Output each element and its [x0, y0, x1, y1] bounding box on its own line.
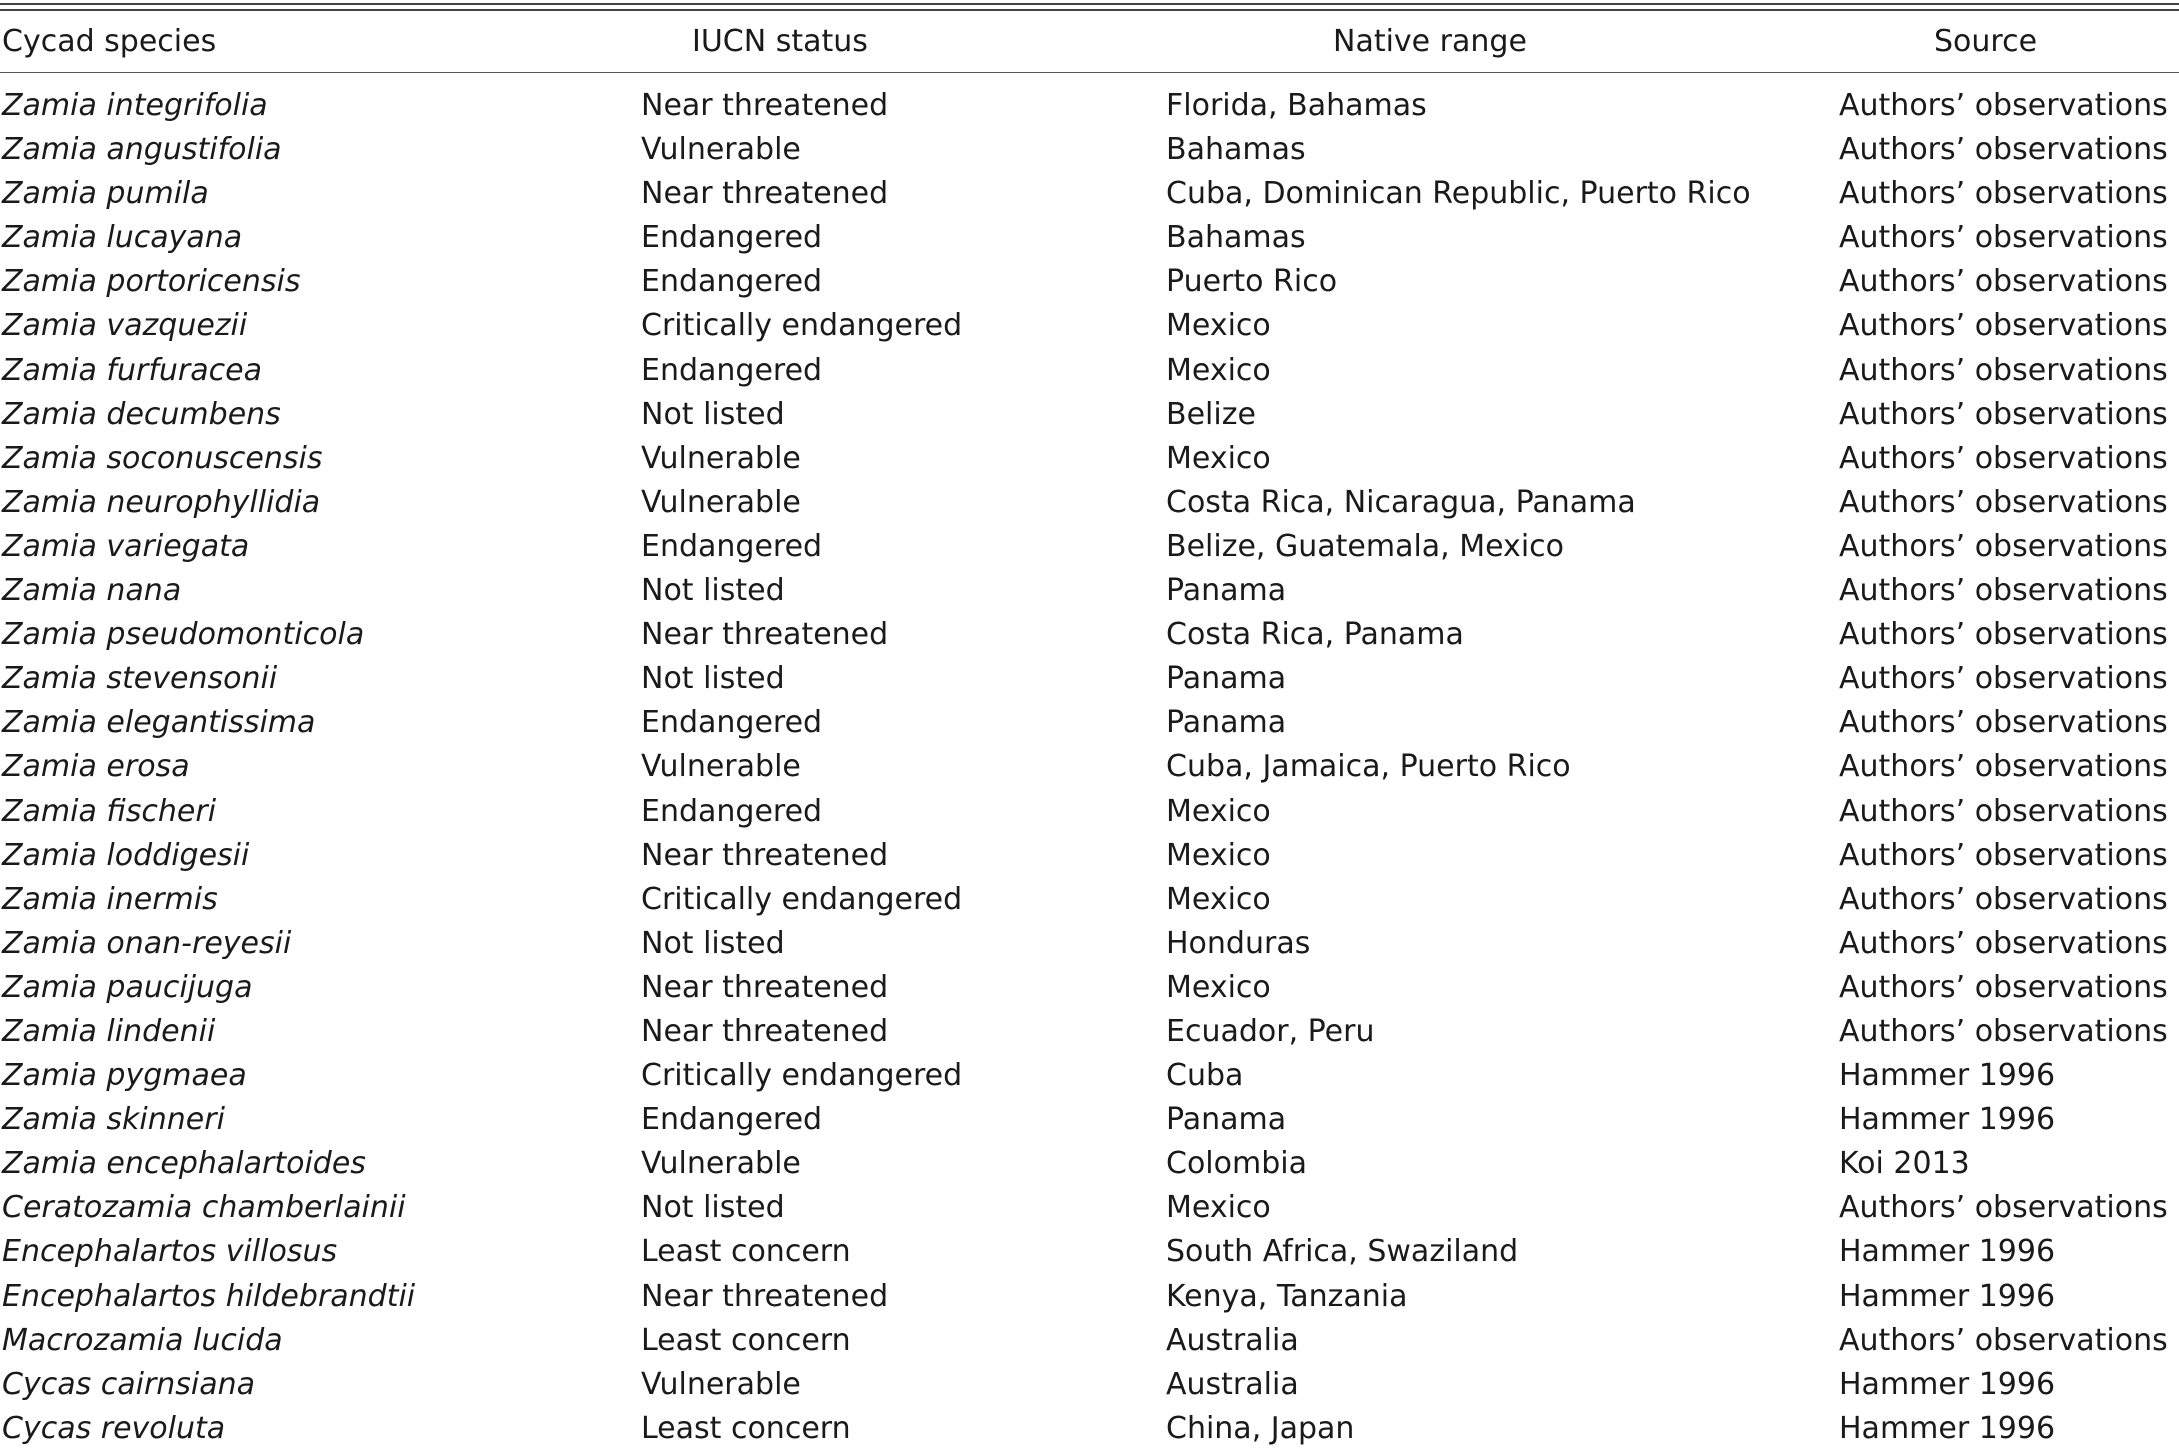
cell-species: Zamia furfuracea	[2, 352, 262, 388]
cell-source: Authors’ observations	[1839, 1322, 2168, 1358]
cell-native-range: Panama	[1166, 661, 1287, 697]
cell-iucn-status: Not listed	[641, 661, 785, 697]
cell-native-range: Australia	[1166, 1366, 1299, 1402]
cell-source: Authors’ observations	[1839, 881, 2168, 917]
cell-iucn-status: Vulnerable	[641, 1146, 801, 1182]
cell-species: Zamia elegantissima	[2, 705, 316, 741]
cell-native-range: Puerto Rico	[1166, 264, 1338, 300]
cell-native-range: Mexico	[1166, 352, 1271, 388]
cell-iucn-status: Near threatened	[641, 837, 889, 873]
cell-native-range: Mexico	[1166, 440, 1271, 476]
cell-native-range: Mexico	[1166, 308, 1271, 344]
table-header-row	[0, 18, 2179, 66]
cell-native-range: Costa Rica, Panama	[1166, 617, 1464, 653]
cell-iucn-status: Endangered	[641, 264, 823, 300]
header-cycad-species: Cycad species	[2, 24, 217, 59]
table-row	[0, 657, 2179, 701]
cell-native-range: Bahamas	[1166, 220, 1306, 256]
cell-source: Authors’ observations	[1839, 661, 2168, 697]
table-row	[0, 1363, 2179, 1407]
cell-native-range: Mexico	[1166, 837, 1271, 873]
cell-native-range: Mexico	[1166, 793, 1271, 829]
cell-native-range: Bahamas	[1166, 132, 1306, 168]
cell-source: Authors’ observations	[1839, 132, 2168, 168]
cell-source: Hammer 1996	[1839, 1234, 2056, 1270]
table-row	[0, 613, 2179, 657]
table-row	[0, 745, 2179, 789]
cell-iucn-status: Least concern	[641, 1322, 851, 1358]
cell-native-range: Australia	[1166, 1322, 1299, 1358]
table-row	[0, 1010, 2179, 1054]
cell-source: Authors’ observations	[1839, 440, 2168, 476]
cell-native-range: Colombia	[1166, 1146, 1307, 1182]
table-row	[0, 790, 2179, 834]
cell-species: Zamia neurophyllidia	[2, 484, 321, 520]
cell-species: Ceratozamia chamberlainii	[2, 1190, 406, 1226]
cell-species: Zamia nana	[2, 573, 182, 609]
cell-native-range: Mexico	[1166, 1190, 1271, 1226]
table-row	[0, 304, 2179, 348]
cell-native-range: Cuba, Dominican Republic, Puerto Rico	[1166, 176, 1751, 212]
cell-iucn-status: Not listed	[641, 573, 785, 609]
cell-native-range: Belize, Guatemala, Mexico	[1166, 528, 1564, 564]
cell-native-range: Kenya, Tanzania	[1166, 1278, 1408, 1314]
cell-source: Authors’ observations	[1839, 573, 2168, 609]
cell-species: Zamia lindenii	[2, 1013, 216, 1049]
cell-species: Zamia pseudomonticola	[2, 617, 365, 653]
cell-iucn-status: Vulnerable	[641, 440, 801, 476]
cell-source: Authors’ observations	[1839, 308, 2168, 344]
cell-iucn-status: Critically endangered	[641, 881, 963, 917]
table-row	[0, 966, 2179, 1010]
cell-iucn-status: Endangered	[641, 352, 823, 388]
cell-iucn-status: Endangered	[641, 220, 823, 256]
cell-iucn-status: Not listed	[641, 396, 785, 432]
cell-iucn-status: Least concern	[641, 1234, 851, 1270]
cell-species: Zamia angustifolia	[2, 132, 282, 168]
header-source: Source	[1934, 24, 2038, 59]
cell-source: Authors’ observations	[1839, 88, 2168, 123]
cell-native-range: Panama	[1166, 705, 1287, 741]
table-row	[0, 1186, 2179, 1230]
cell-source: Authors’ observations	[1839, 484, 2168, 520]
cell-iucn-status: Endangered	[641, 705, 823, 741]
cell-species: Zamia onan-reyesii	[2, 925, 292, 961]
cell-species: Zamia soconuscensis	[2, 440, 323, 476]
table-row	[0, 84, 2179, 128]
cell-source: Authors’ observations	[1839, 1190, 2168, 1226]
cell-source: Hammer 1996	[1839, 1410, 2056, 1446]
cell-iucn-status: Vulnerable	[641, 132, 801, 168]
cell-iucn-status: Near threatened	[641, 617, 889, 653]
cell-iucn-status: Near threatened	[641, 88, 889, 123]
table-row	[0, 216, 2179, 260]
cell-source: Authors’ observations	[1839, 969, 2168, 1005]
cell-native-range: Honduras	[1166, 925, 1311, 961]
table-row	[0, 701, 2179, 745]
cell-source: Koi 2013	[1839, 1146, 1970, 1182]
cell-species: Zamia inermis	[2, 881, 218, 917]
table-row	[0, 260, 2179, 304]
cell-source: Authors’ observations	[1839, 220, 2168, 256]
cell-source: Authors’ observations	[1839, 749, 2168, 785]
cell-source: Authors’ observations	[1839, 176, 2168, 212]
cell-species: Zamia variegata	[2, 528, 250, 564]
table-row	[0, 1407, 2179, 1451]
cell-source: Authors’ observations	[1839, 837, 2168, 873]
cell-iucn-status: Least concern	[641, 1410, 851, 1446]
cell-species: Macrozamia lucida	[2, 1322, 283, 1358]
cell-iucn-status: Endangered	[641, 793, 823, 829]
cell-iucn-status: Vulnerable	[641, 749, 801, 785]
cell-native-range: Costa Rica, Nicaragua, Panama	[1166, 484, 1636, 520]
cell-iucn-status: Near threatened	[641, 969, 889, 1005]
cell-species: Zamia erosa	[2, 749, 190, 785]
header-iucn-status: IUCN status	[692, 24, 868, 59]
cell-iucn-status: Vulnerable	[641, 1366, 801, 1402]
cell-species: Zamia lucayana	[2, 220, 243, 256]
table-row	[0, 349, 2179, 393]
cell-iucn-status: Critically endangered	[641, 1058, 963, 1094]
cell-native-range: Panama	[1166, 1102, 1287, 1138]
cell-source: Authors’ observations	[1839, 925, 2168, 961]
table-row	[0, 172, 2179, 216]
cell-native-range: Belize	[1166, 396, 1256, 432]
cell-iucn-status: Critically endangered	[641, 308, 963, 344]
cell-source: Authors’ observations	[1839, 793, 2168, 829]
cell-native-range: Ecuador, Peru	[1166, 1013, 1375, 1049]
header-rule	[0, 72, 2179, 73]
cell-species: Zamia portoricensis	[2, 264, 301, 300]
table-row	[0, 1142, 2179, 1186]
cell-source: Authors’ observations	[1839, 1013, 2168, 1049]
cell-native-range: Cuba, Jamaica, Puerto Rico	[1166, 749, 1571, 785]
table-row	[0, 569, 2179, 613]
cell-species: Zamia fischeri	[2, 793, 217, 829]
cell-native-range: Cuba	[1166, 1058, 1244, 1094]
cell-iucn-status: Near threatened	[641, 1013, 889, 1049]
cell-source: Hammer 1996	[1839, 1366, 2056, 1402]
cell-native-range: Panama	[1166, 573, 1287, 609]
cell-species: Zamia decumbens	[2, 396, 281, 432]
cell-species: Zamia encephalartoides	[2, 1146, 366, 1182]
cell-source: Authors’ observations	[1839, 705, 2168, 741]
cell-species: Zamia vazquezii	[2, 308, 248, 344]
table-row	[0, 834, 2179, 878]
table-row	[0, 922, 2179, 966]
cell-iucn-status: Vulnerable	[641, 484, 801, 520]
cell-native-range: Mexico	[1166, 969, 1271, 1005]
cell-source: Authors’ observations	[1839, 352, 2168, 388]
cell-species: Zamia pygmaea	[2, 1058, 247, 1094]
cell-native-range: Florida, Bahamas	[1166, 88, 1427, 123]
cell-source: Hammer 1996	[1839, 1102, 2056, 1138]
header-native-range: Native range	[1333, 24, 1527, 59]
table-top-rule	[0, 3, 2179, 5]
cell-iucn-status: Not listed	[641, 925, 785, 961]
table-row	[0, 525, 2179, 569]
cell-source: Hammer 1996	[1839, 1058, 2056, 1094]
cell-iucn-status: Near threatened	[641, 176, 889, 212]
cell-species: Zamia paucijuga	[2, 969, 253, 1005]
cell-species: Zamia integrifolia	[2, 88, 268, 123]
cell-source: Hammer 1996	[1839, 1278, 2056, 1314]
cell-native-range: Mexico	[1166, 881, 1271, 917]
cell-native-range: South Africa, Swaziland	[1166, 1234, 1519, 1270]
cell-species: Zamia pumila	[2, 176, 209, 212]
table-row	[0, 1275, 2179, 1319]
cell-source: Authors’ observations	[1839, 528, 2168, 564]
cell-species: Encephalartos hildebrandtii	[2, 1278, 416, 1314]
cell-species: Zamia stevensonii	[2, 661, 278, 697]
cell-native-range: China, Japan	[1166, 1410, 1355, 1446]
table-row	[0, 1230, 2179, 1274]
cell-species: Encephalartos villosus	[2, 1234, 338, 1270]
table-row	[0, 1319, 2179, 1363]
cell-species: Zamia skinneri	[2, 1102, 225, 1138]
table-row	[0, 128, 2179, 172]
cell-species: Zamia loddigesii	[2, 837, 250, 873]
cell-iucn-status: Not listed	[641, 1190, 785, 1226]
table-body	[0, 84, 2179, 1451]
cell-species: Cycas cairnsiana	[2, 1366, 256, 1402]
cell-source: Authors’ observations	[1839, 617, 2168, 653]
table-row	[0, 1054, 2179, 1098]
table-row	[0, 878, 2179, 922]
table-row	[0, 437, 2179, 481]
table-row	[0, 481, 2179, 525]
cell-species: Cycas revoluta	[2, 1410, 226, 1446]
cell-source: Authors’ observations	[1839, 396, 2168, 432]
table-top-rule-second	[0, 9, 2179, 11]
cell-source: Authors’ observations	[1839, 264, 2168, 300]
cell-iucn-status: Endangered	[641, 1102, 823, 1138]
table-row	[0, 393, 2179, 437]
table-row	[0, 1098, 2179, 1142]
cell-iucn-status: Near threatened	[641, 1278, 889, 1314]
cell-iucn-status: Endangered	[641, 528, 823, 564]
